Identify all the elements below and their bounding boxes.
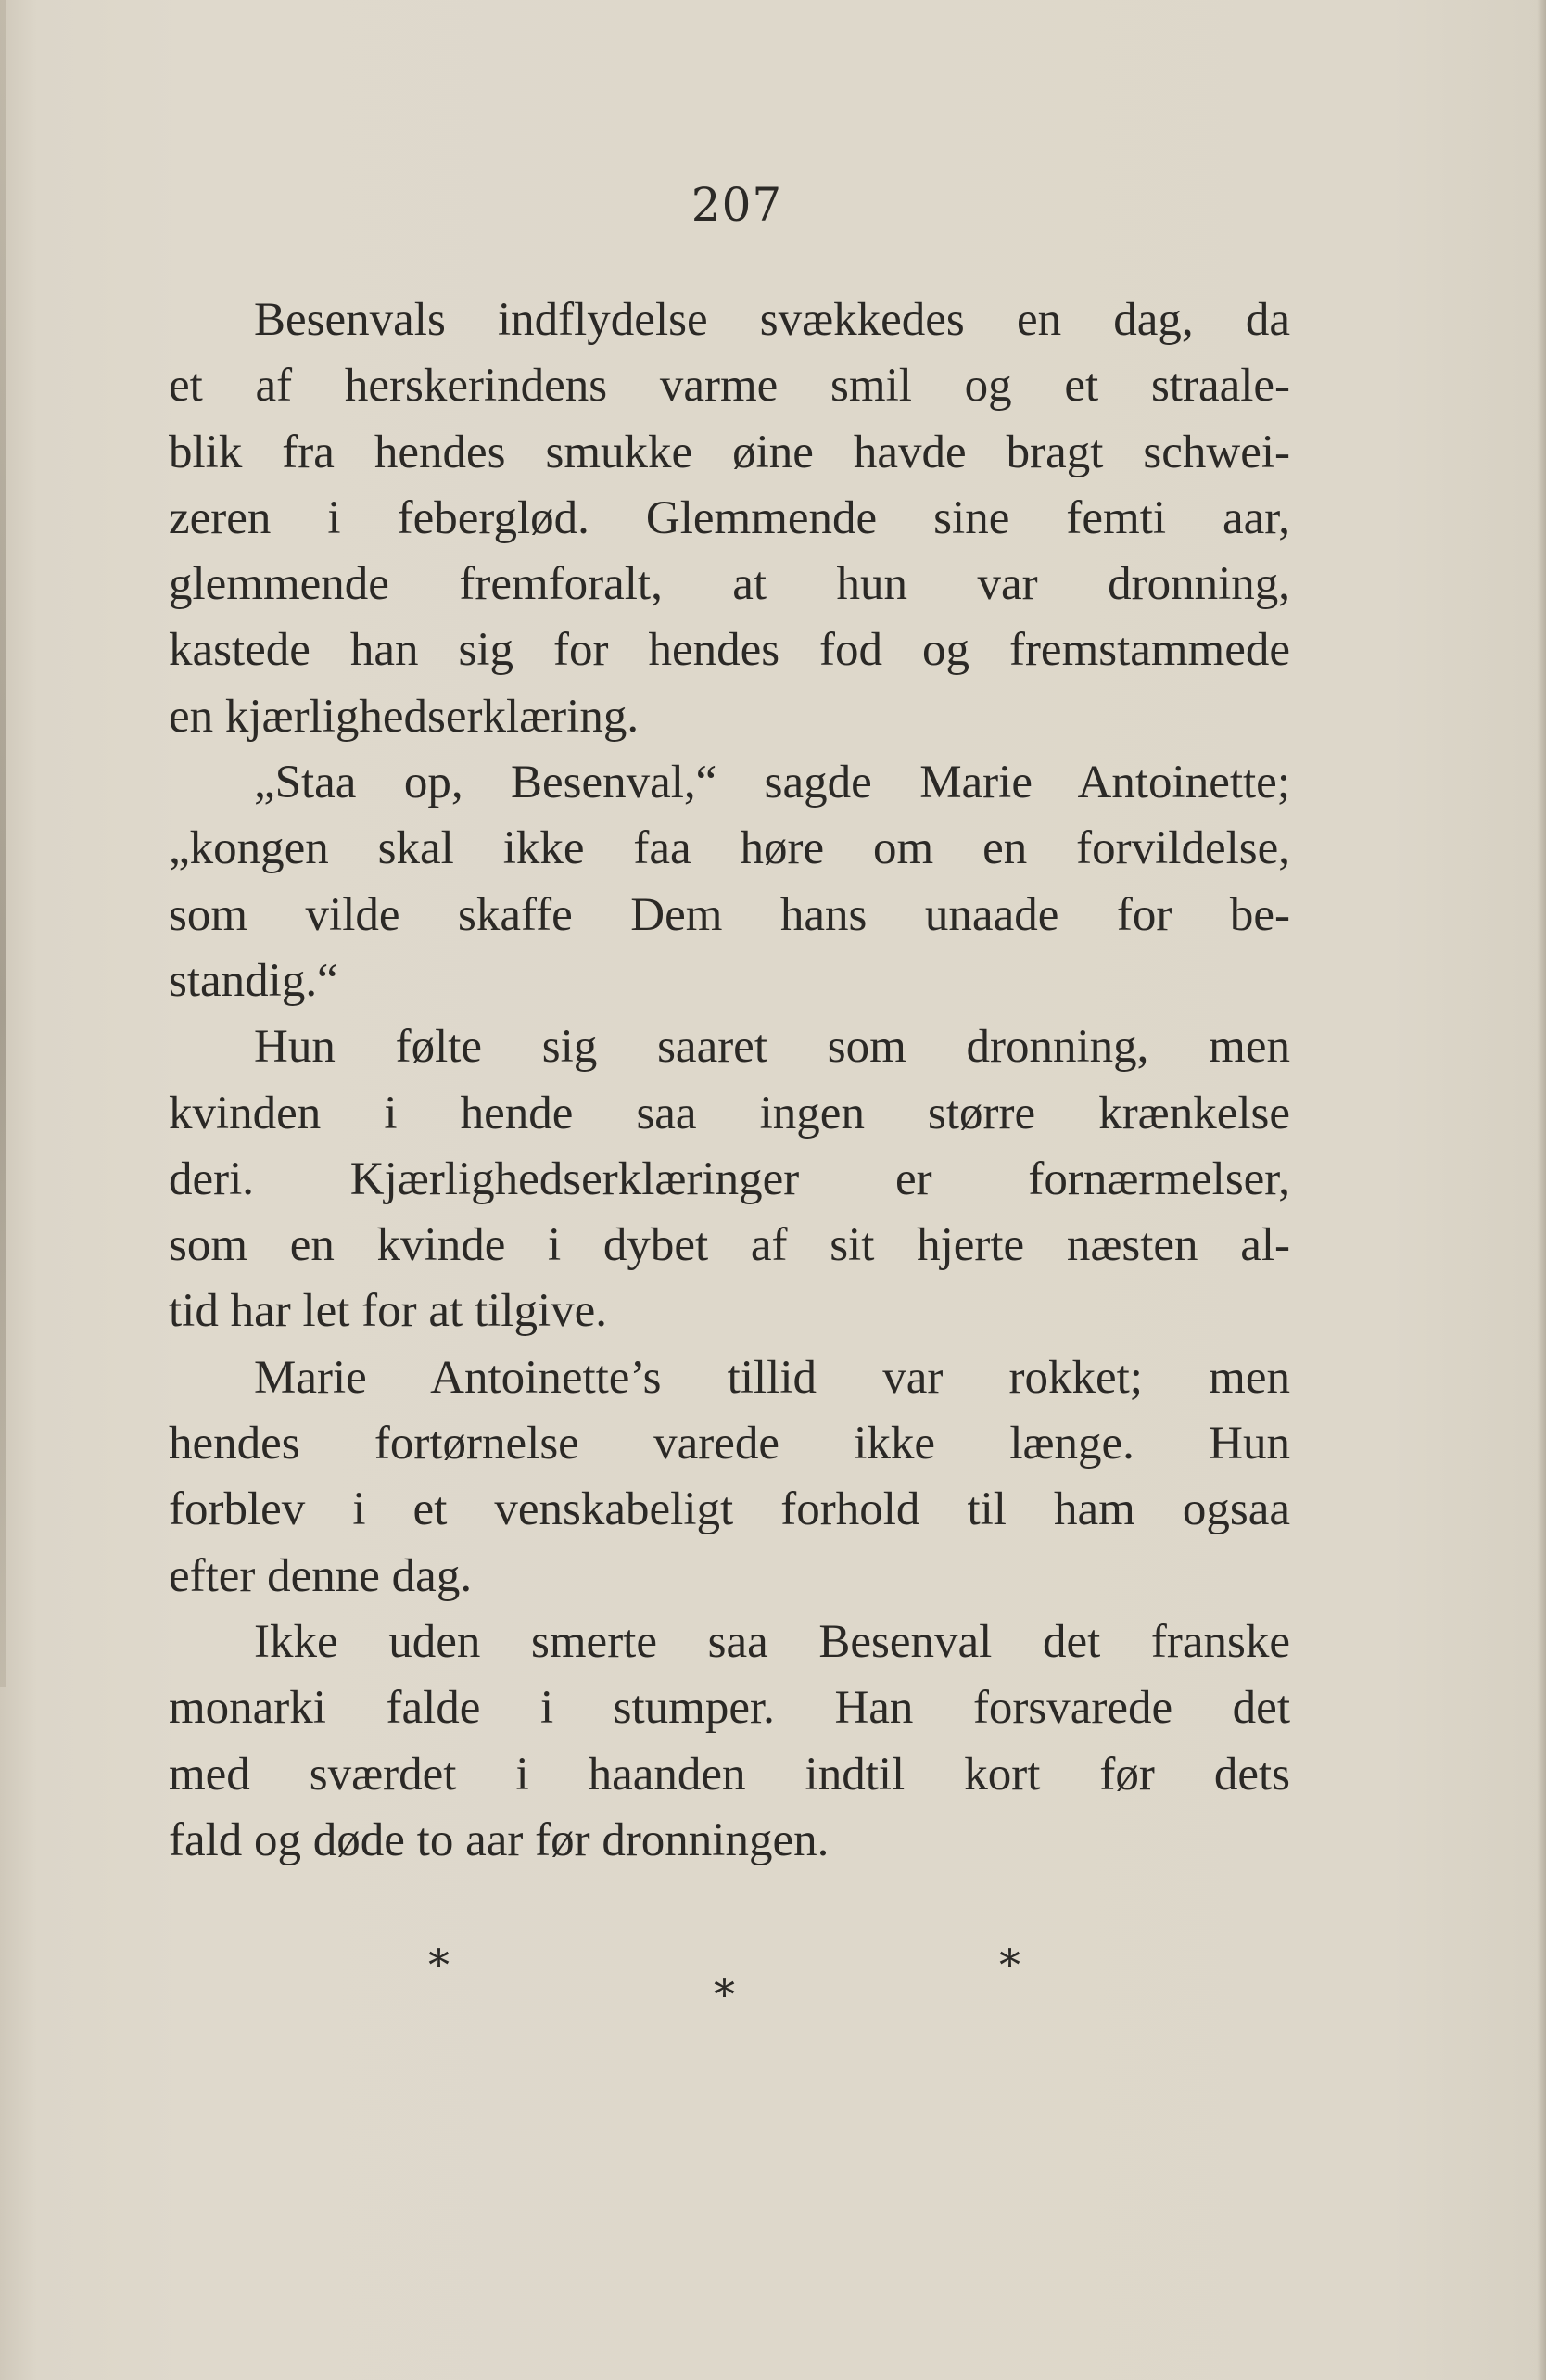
asterisk: * [428,1940,450,1990]
text-line: zeren i feberglød. Glemmende sine femti aar, [169,491,1290,544]
text-line: som vilde skaffe Dem hans unaade for be- [169,888,1290,941]
text-line: „kongen skal ikke faa høre om en forvildelse, [169,822,1290,875]
text-line: med sværdet i haanden indtil kort før dets [169,1748,1290,1801]
text-line: Ikke uden smerte saa Besenval det franske [254,1615,1290,1668]
body-text [169,287,1290,1874]
text-line: forblev i et venskabeligt forhold til ham ogsaa [169,1483,1290,1536]
text-line: monarki falde i stumper. Han forsvarede det [169,1682,1290,1735]
paragraph [169,1345,1290,1610]
paragraph [169,1014,1290,1344]
page-spine-shadow [0,0,6,1687]
asterisk: * [999,1940,1020,1990]
text-line: et af herskerindens varme smil og et straale- [169,360,1290,413]
text-line: deri. Kjærlighedserklæringer er fornærmelser, [169,1152,1290,1205]
text-line: en kjærlighedserklæring. [169,690,640,743]
text-line: som en kvinde i dybet af sit hjerte næsten al- [169,1219,1290,1272]
section-break-asterism [0,1928,1546,2040]
text-line: standig.“ [169,954,338,1007]
text-line: kvinden i hende saa ingen større krænkelse [169,1087,1290,1139]
page-number: 207 [691,178,783,232]
paragraph [169,1610,1290,1874]
text-line: „Staa op, Besenval,“ sagde Marie Antoinette; [254,757,1290,809]
text-line: hendes fortørnelse varede ikke længe. Hun [169,1418,1290,1470]
text-line: kastede han sig for hendes fod og fremstammede [169,624,1290,677]
paragraph [169,287,1290,750]
paragraph [169,750,1290,1014]
text-line: glemmende fremforalt, at hun var dronning, [169,558,1290,611]
asterisk: * [714,1969,735,2019]
text-line: Marie Antoinette’s tillid var rokket; men [254,1351,1290,1404]
text-line: Hun følte sig saaret som dronning, men [254,1021,1290,1074]
text-line: efter denne dag. [169,1549,473,1602]
text-line: Besenvals indflydelse svækkedes en dag, da [254,294,1290,346]
text-line: fald og døde to aar før dronningen. [169,1814,830,1866]
text-line: tid har let for at tilgive. [169,1285,608,1338]
text-line: blik fra hendes smukke øine havde bragt schwei- [169,426,1290,478]
